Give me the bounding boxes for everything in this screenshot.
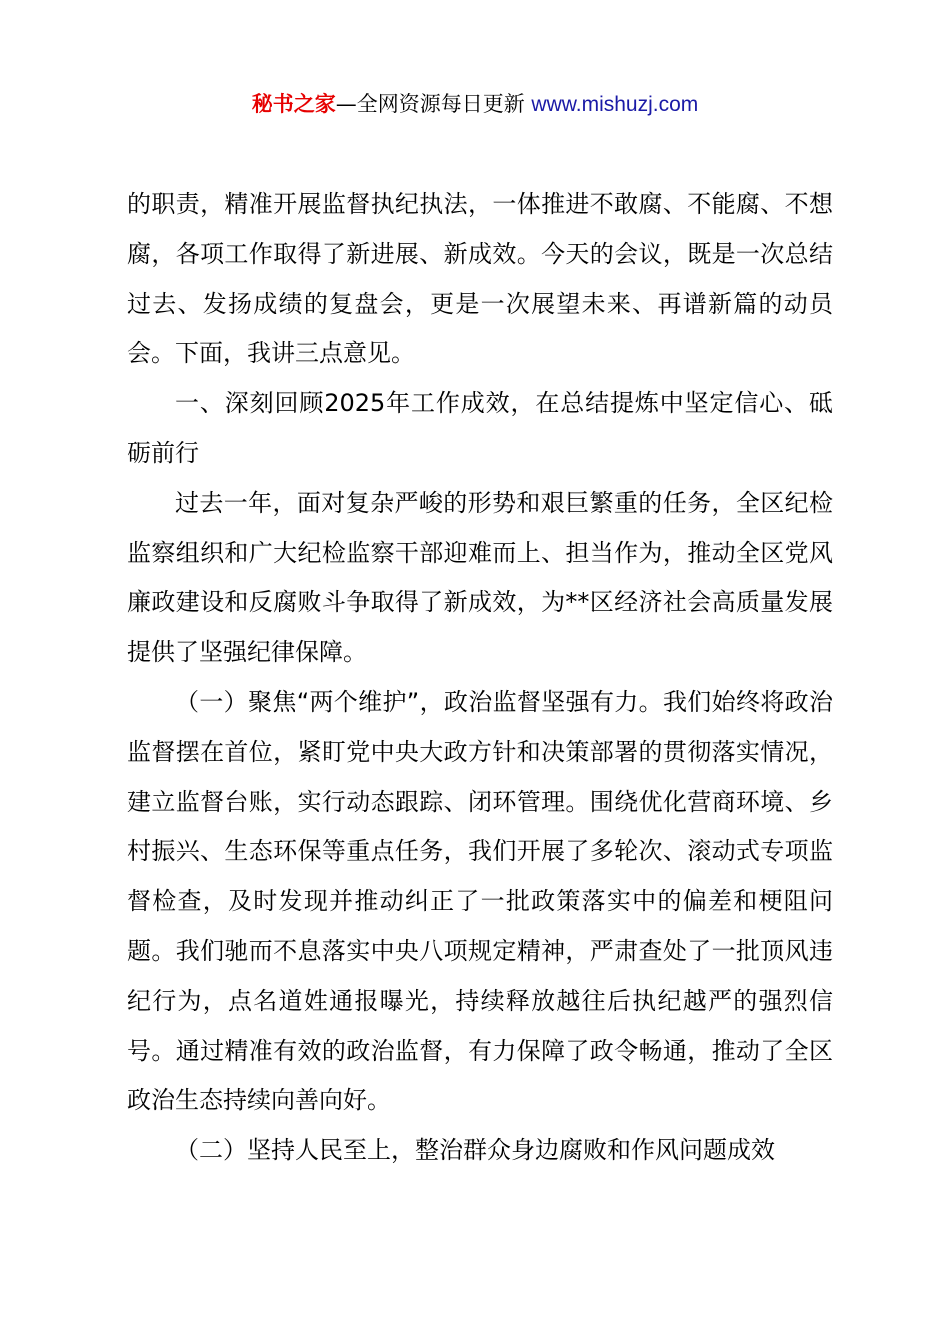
paragraph-political-supervision: （一）聚焦“两个维护”，政治监督坚强有力。我们始终将政治监督摆在首位，紧盯党中央大政方针和决策部署的贯彻落实情况，建立监督台账，实行动态跟踪、闭环管理。围绕优化营商环境、乡村振兴、生态环保等重点任务，我们开展了多轮次、滚动式专项监督检查，及时发现并推动纠正了一批政策落实中的偏差和梗阻问题。我们驰而不息落实中央八项规定精神，严肃查处了一批顶风违纪行为，点名道姓通报曝光，持续释放越往后执纪越严的强烈信号。通过精准有效的政治监督，有力保障了政令畅通，推动了全区政治生态持续向善向好。 [127, 687, 833, 1115]
page-header [0, 88, 950, 121]
section-heading-1: 一、深刻回顾2025年工作成效，在总结提炼中坚定信心、砥砺前行 [127, 389, 833, 467]
website-link[interactable]: www.mishuzj.com [531, 93, 699, 116]
document-body [127, 180, 833, 1176]
paragraph-continued: 的职责，精准开展监督执纪执法，一体推进不敢腐、不能腐、不想腐，各项工作取得了新进展、新成效。今天的会议，既是一次总结过去、发扬成绩的复盘会，更是一次展望未来、再谱新篇的动员会。下面，我讲三点意见。 [127, 190, 833, 368]
header-slogan: —全网资源每日更新 [335, 92, 532, 116]
brand-name: 秘书之家 [251, 92, 336, 116]
paragraph-overview: 过去一年，面对复杂严峻的形势和艰巨繁重的任务，全区纪检监察组织和广大纪检监察干部迎难而上、担当作为，推动全区党风廉政建设和反腐败斗争取得了新成效，为**区经济社会高质量发展提供了坚强纪律保障。 [127, 488, 833, 667]
paragraph-people-first: （二）坚持人民至上，整治群众身边腐败和作风问题成效 [175, 1136, 775, 1165]
